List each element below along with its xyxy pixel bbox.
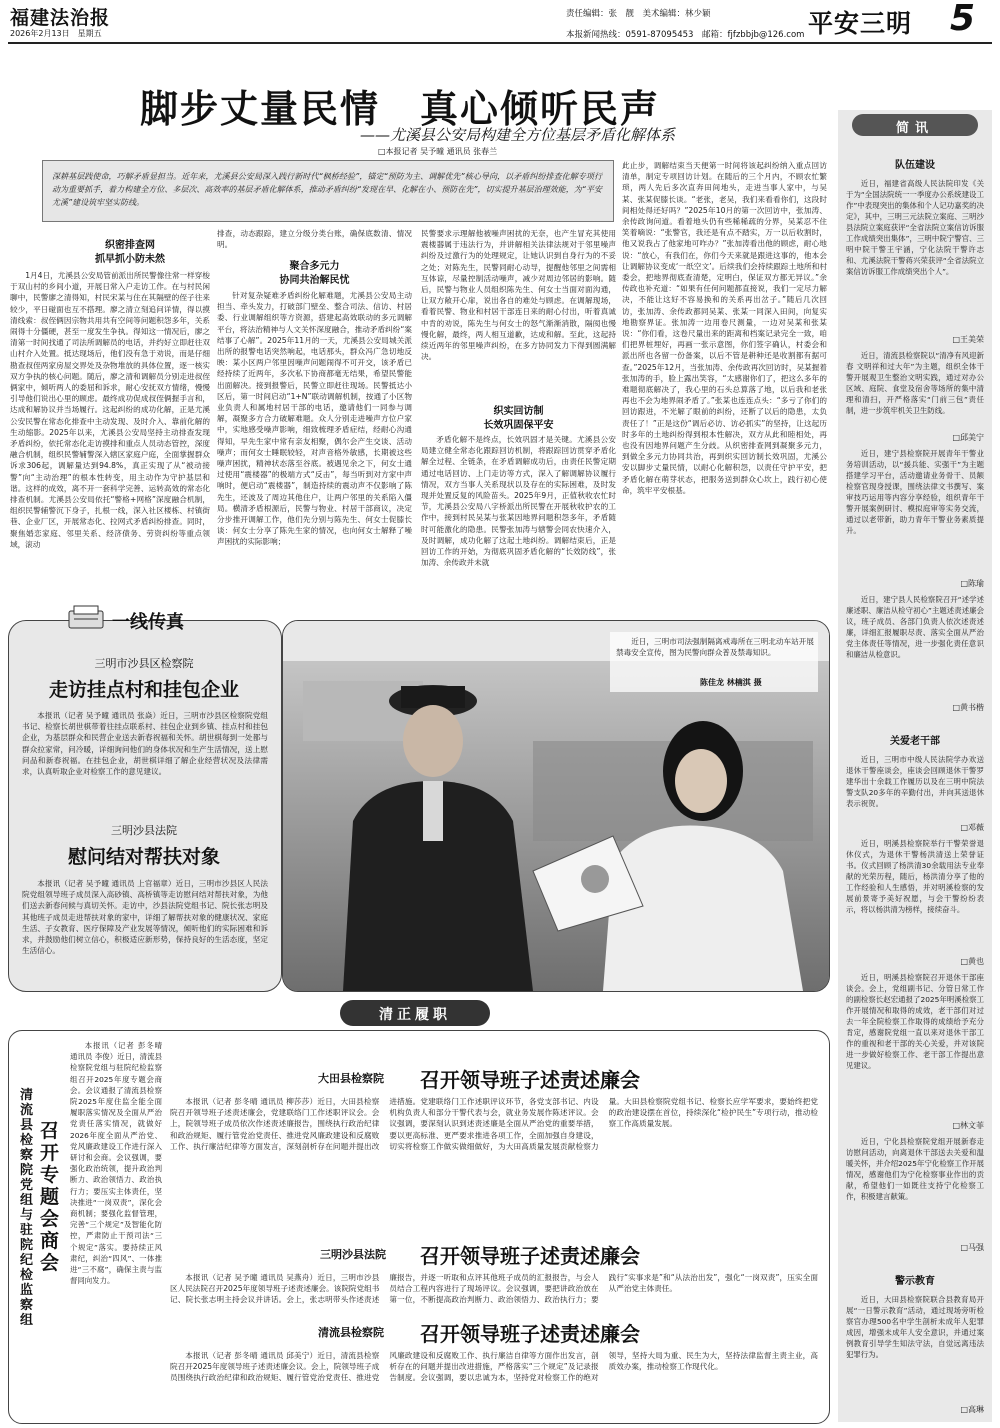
- sidebar-item: 近日，大田县检察院联合县教育局开展“一日警示教育”活动，通过现场旁听检察官办理500名中学生剖析未成年人犯罪成因，增强未成年人安全意识，并通过案例教育引导学生知法守法，自觉远离违法犯罪行为。: [846, 1295, 984, 1359]
- sidebar-author: □邓薇: [960, 823, 984, 832]
- sidebar-item: 近日，三明市中级人民法院学办欢送退休干警座谈会，座谈会回顾退休干警罗建华出十余载工作履历以及在三明中院法警支队20多年的辛勤付出，并向其送退休表示祝贺。: [846, 755, 984, 808]
- story2-kicker: 三明沙县法院: [111, 824, 177, 837]
- col2-top: 排查，动态跟踪，建立分级分类台账，确保底数清、情况明。: [217, 229, 412, 250]
- storyC-headline: 召开领导班子述责述廉会: [420, 1322, 640, 1346]
- sidebar-author: □马强: [960, 1243, 984, 1252]
- lead-subhead: ——尤溪县公安局构建全方位基层矛盾化解体系: [360, 126, 676, 144]
- sidebar-section-title-2: 关爱老干部: [890, 736, 940, 747]
- story1-headline: 走访挂点村和挂包企业: [48, 679, 239, 701]
- col2-subtitle-2: 协同共治解民忧: [279, 275, 350, 286]
- storyA-body: 本报讯（记者 彭冬晴 通讯员 柳莎莎）近日，大田县检察院召开领导班子述责述廉会，党建联络门工作述职评议会。会上，院领导班子成员依次作述责述廉报告，围绕执行政治纪律和政治规矩、履行管党治党责任、推进党风廉政建设和反腐败工作、执行廉洁纪律等方面发言，深刻剖析存在问题并提出改进措施。党建联络门工作述职评议环节，各党支部书记、内设机构负责人和部分干警代表与会，就业务发展作陈述评议。会议强调，要深刻认识到述责述廉是全面从严治党的重要举措，要以更高标准、更严要求推进各项工作，全面加强自身建设，切实将检察工作做实做细做好，为大田高质量发展贡献检察力量。大田县检察院党组书记、检察长应学军要求，要始终把党的政治建设摆在首位，持续深化“检护民生”专项行动，推动检察工作高质量发展。: [170, 1097, 818, 1151]
- col3-body: 民警要求示理解他被噪声困扰的无奈，也产生冒充其使用震楼器属于违法行为，并讲解相关法律法规对于邻里噪声纠纷及过激行为的处理规定，让她认识到自身行为的不妥之处；对陈先生，民警同耐心动导，提醒他邻里之间需相互体谅，尽量控制活动噪声，减少对周边邻居的影响。随后，民警与物业人员组织陈先生、何女士当面对面沟通，让双方敞开心扉，说出各自的难处与顾虑。在调解现场，看着民警、物业和村居干部连日来的耐心付出，听着真诚中肯的劝说，陈先生与何女士的怒气渐渐消散，隔阂也慢慢化解，最终，两人相互道歉，达成和解。至此，这起持续近两年的邻里噪声纠纷，在多方协同发力下得到圆满解决。: [421, 229, 616, 362]
- col1-subtitle-2: 抓早抓小防未然: [95, 254, 165, 265]
- storyB-body: 本报讯（记者 吴予曈 通讯员 吴燕舟）近日，三明市沙县区人民法院召开2025年度领导班子述责述廉会。该院院党组书记、院长张志明主持会议并讲话。会上，张志明带头作述责述廉报告，并逐一听取和点评其他班子成员的汇报报告，与会人员结合工程内容进行了现场评议。会议强调，要把讲政治放在第一位，不断提高政治判断力、政治领悟力、政治执行力；要践行“实事求是”和“从法治出发”，强化“一岗双责”，压实全面从严治党主体责任。: [170, 1273, 818, 1305]
- sidebar-item: 近日，建宁县人民检察院召开“述学述廉述职、廉洁从检守初心”主题述责述廉会议，班子成员、各部门负责人依次述责述廉，详细汇报履职尽责、落实全面从严治党主体责任等情况，进一步强化责任意识和廉洁从检意识。: [846, 595, 984, 659]
- story2-body: 本报讯（记者 吴予曈 通讯员 上官福章）近日，三明市沙县区人民法院党组领导班子成员深入高砂镇、高桥镇等走访慰问结对帮扶对象，为他们送去新春问候与真切关怀。走访中，沙县法院党组书记、院长张志明及其他班子成员走进帮扶对象的家中，详细了解帮扶对象的健康状况、家庭生活、子女教育、医疗保障及产业发展等情况，倾听他们的实际困难和诉求，并鼓励他们树立信心，积极适应新形势，保持良好的生活态度，坚定生活信心。: [22, 879, 268, 956]
- left-headline-a: 清流县检察院党组与驻院纪检监察组: [20, 1088, 34, 1328]
- sidebar-item: 近日，福建省高级人民法院印发《关于为“全国法院统一一季度办公系统建设工作”中表现突出的集体和个人记功嘉奖的决定》，其中，三明三元法院立案庭、三明沙县法院立案庭获评“全省法院立案信访诉服工作成绩突出集体”，三明中院宁警官、三明中院干警王宇涵，宁化法院干警许志和、尤溪法院干警蒋兴荣获评“全省法院立案信访诉服工作成绩突出个人”。: [846, 179, 984, 276]
- sidebar-item: 近日，宁化县检察院党组开展新春走访慰问活动，向离退休干部送去关爱和温暖关怀，并介绍2025年宁化检察工作开展情况，感谢他们为宁化检察事业作出的贡献，希望他们一如既往支持宁化检察工作，积极建言献策。: [846, 1137, 984, 1201]
- sidebar-author: □陈瑜: [960, 579, 984, 588]
- col3-subtitle-1: 织实回访制: [493, 406, 544, 417]
- sidebar-header: 简讯: [895, 121, 934, 136]
- page-number: 5: [950, 0, 976, 39]
- storyA-headline: 召开领导班子述责述廉会: [420, 1068, 640, 1092]
- col3-body-2: 矛盾化解不是终点，长效巩固才是关键。尤溪县公安局建立健全常态化跟踪回访机制，将跟踪回访贯穿矛盾化解全过程、全链条，在矛盾调解成功后，由责任民警定期通过电话回访、上门走访等方式，深入了解调解协议履行情况，双方当事人关系现状以及存在的实际困难，及时发现并处置反复的风险苗头。2025年9月，正值秋收农忙时节，尤溪县公安局八字桥派出所民警在开展秋收护农的工作中，接到村民吴某与张某因地界问题积怨多年，矛盾随时可能激化的隐患。民警张加涛与辖警会同农快速介入，及时调解，成功化解了这起土地纠纷。调解结束后，正是回访工作的开始，为彻底巩固矛盾化解的“长效防线”，张加涛、余传政并未就: [421, 435, 616, 568]
- masthead: [0, 0, 1000, 42]
- col4-body: 此止步，调解结束当天便第一时间将该起纠纷纳入重点回访清单，制定专项回访计划。在随后的三个月内，不顾农忙繁琐，两人先后多次直奔田间地头，走进当事人家中，与吴某、张某促膝长谈。“老张，老吴，我们来看看你们，这段时间相处得还好吗？”2025年10月的第一次回访中，张加涛、余传政询问道。看着地头仍有些稀稀疏的分界，吴某忍不住笑着嘀说：“张警官，我还是有点不踏实，万一以后收割时，他又说我占了他家地可咋办？”张加涛看出他的顾虑，耐心地说：“放心，有我们在，你们今天来就是跟进这事的，他本会让调解协议变成‘一纸空文’。后续我们会持续跟踪土地所和村委会，把地界彻底查清楚，定明白，保证双方都无异议。”余传政也补充道：“如果有任何问题都直接说，我们一定尽力解决，不能让这好不容易换和的关系再出岔子。”随后几次回访，张加涛、余传政都同吴某、张某一同深入田间，向复实地勘察界证。张加涛一边用卷尺测量，一边对吴某和张某说：“你们看，这卷尺量出来的距离和档案记录完全一致，咱们把界桩埋好，再画一张示意图，你们签字确认，村委会和派出所也各留一份备案，以后不管是耕种还是收割都有据可查。”2025年12月，当张加涛、余传政再次回访时，吴某握着张加涛的手，脸上露出笑容，“太感谢你们了，把这么多年的难题彻底解决了，我心里的石头总算落了地，以后我和老张再也不会为地界闹矛盾了。”张某也连连点头：“多亏了你们的回访跟进，不光解了眼前的纠纷，还断了以后的隐患，太负责任了！”正是这份“调后必访、访必抓实”的坚持，让这起历时多年的土地纠纷得到根本性解决，双方从此和睦相处，再也没有因地界问题产生分歧。从织密排查网到凝聚多元力，到做全多元力协同共治，再到织实回访制长效巩固，尤溪公安以脚步丈量民情，以耐心化解积怨，以责任守护平安，把矛盾化解在萌芽状态，把服务送到群众心坎上，践行初心使命，筑牢平安根基。: [622, 161, 827, 495]
- lead-intro: 深耕基层践使命，巧解矛盾显担当。近年来，尤溪县公安局深入践行新时代“枫桥经验”，锚定“预防为主、调解优先”核心导向，以矛盾纠纷排查化解专项行动为重要抓手，着力构建全方位、多层次、高效率的基层矛盾化解体系，推动矛盾纠纷“发现在早、化解在小、预防在先”，切实提升基层治理效能，为“平安尤溪”建设筑牢坚实防线。: [52, 172, 602, 207]
- sidebar-section-title-3: 警示教育: [895, 1276, 935, 1287]
- frontline-label: 一线传真: [112, 612, 184, 633]
- col2-subtitle-1: 聚合多元力: [289, 261, 340, 272]
- storyB-kicker: 三明沙县法院: [320, 1248, 386, 1261]
- story1-body: 本报讯（记者 吴予曈 通讯员 张焱）近日，三明市沙县区检察院党组书记、检察长胡世棋带着往挂点联系村、挂包企业到乡镇、挂点村和挂包企业，为基层群众和民营企业送去新春祝福和关怀。胡世棋每到一处都与群众拉家常，问冷暖，详细询问他们的身体状况和生产生活情况，送上慰问品和新春祝福。在挂包企业，胡世棋详细了解企业经营状况及法律需求，认真听取企业对检察工作的意见建议。: [22, 711, 268, 777]
- paper-logo: 福建法治报: [10, 7, 111, 29]
- sidebar-item: 近日，清流县检察院以“清净有风迎新春 文明祥和过大年”为主题，组织全体干警开展观卫生整治文明实践，通过对办公区域、庭院、食堂及宿舍等场所的集中清理和清扫，开严格落实“门前三包”责任制，进一步筑牢机关卫生防线。: [846, 351, 984, 415]
- sidebar-item: 近日，建宁县检察院开展青年干警业务培训活动，以“援兵能、实强干”为主题搭建学习平台，活动邀请业务骨干、员额检察官现身授课，围绕法律文书撰写、案审技巧运用等内容分享经验，组织青年干警开展案例研讨、模拟庭审等实务交流，通过以老带新，助力青年干警业务素质提升。: [846, 449, 984, 535]
- storyA-kicker: 大田县检察院: [318, 1072, 384, 1085]
- lead-headline: 脚步丈量民情 真心倾听民声: [140, 87, 661, 131]
- sidebar-author: □高琳: [960, 1405, 984, 1414]
- sidebar-author: □邱美宁: [952, 433, 984, 442]
- editors: 责任编辑：张 靓 美术编辑：林少颖: [566, 9, 711, 19]
- left-headline-b: 召开专题会商会: [40, 1120, 60, 1274]
- masthead-rule: [8, 42, 992, 44]
- sidebar-author: □王美荣: [952, 335, 984, 344]
- sidebar-author: □林文菲: [952, 1121, 984, 1130]
- issue-date: 2026年2月13日 星期五: [10, 29, 102, 38]
- col1-body: 1月4日，尤溪县公安局管前派出所民警像往常一样穿梭于双山村的乡间小道，开展日常入户走访工作。在与村民闲聊中，民警廖之清得知，村民宋某与住在其隔壁的侄子往来较少，平日碰面也互不搭理。廖之清立刻追问详情，得以摸清线索：叔侄俩因宗物共用共有空间等问题积怨多年，关系闹得十分僵硬，甚至一度发生争执。得知这一情况后，廖之清第一时间找通了司法所调解员的电话，并约好立即赶往双山村介入处置。抵达现场后，他们没有急于劝说，而是仔细勘查叔侄两家房屋交界处及杂物堆放的具体位置，逐一核实双方争执的核心问题。随后，廖之清和调解员分别走进叔侄俩家中，倾听两人的委屈和诉求，耐心安抚双方情绪，慢慢引导他们说出心里的顾虑。最终成功促成叔侄俩握手言和，达成和解协议并当场履行。这起纠纷的成功化解，正是尤溪公安民警在常态化排查中主动发现、及时介入、靠前化解的生动缩影。2025年以来，尤溪县公安局坚持主动排查发现矛盾纠纷，依托常态化走访摸排和重点人员动态管控，深度融合机制，组织民警辅警深入辖区家庭户庭，全面掌握群众诉求306起，调解量达到94.8%，真正实现了从“被动接警”向“主动治理”的根本性转变，用主动作为守护基层和谐。这样的成效，离不开一套科学完善、运转高效的常态化排查机制。尤溪县公安局依托“警格+网格”深度融合机制，组织民警辅警沉下身子，扎根一线，深入社区楼栋、村镇街巷、企业厂区，开展常态化、拉网式矛盾纠纷排查。同时，聚焦婚恋家庭、邻里关系、经济债务、劳资纠纷等重点领域，滚动: [10, 271, 210, 549]
- section-name: 平安三明: [808, 9, 913, 38]
- photo-credit: 陈佳龙 林楠淇 摄: [700, 678, 762, 687]
- left-body: 本报讯（记者 彭冬晴 通讯员 李俊）近日，清流县检察院党组与驻院纪检监察组召开2025年度专题会商会。会议通报了清流县检察院2025年度住监全能全面履职落实情况及全面从严治党责任落实情况，就做好2026年度全面从严治党、党风廉政建设工作进行深入研讨和会商。会议强调，要强化政治统领，提升政治判断力、政治领悟力、政治执行力；要压实主体责任，坚决推进“一岗双责”，深化会商机制；要强化监督管理，完善“三个规定”及智能化防控，严肃防止干预司法“三个规定”落实。要持续正风肃纪，纠治“四风”、一体推进“三不腐”，确保主责与监督同向发力。: [70, 1041, 162, 1286]
- sidebar-author: □黄书楷: [952, 703, 984, 712]
- sidebar-author: □黄也: [960, 957, 984, 966]
- lead-byline: □本报记者 吴予曈 通讯员 张春兰: [378, 147, 498, 156]
- storyB-headline: 召开领导班子述责述廉会: [420, 1244, 640, 1268]
- sidebar-item: 近日，明溪县检察院举行干警荣誉退休仪式，为退休干警杨洪清送上荣誉证书。仪式回顾了杨洪清30余载用法专业奉献的光荣历程，随后，杨洪清分享了他的工作经验和人生感悟，并对明溪检察的发展前景寄予美好祝愿，与会干警纷纷表示，将以杨洪清为榜样，接续奋斗。: [846, 839, 984, 914]
- sidebar-section-title-1: 队伍建设: [895, 160, 935, 171]
- storyC-kicker: 清流县检察院: [318, 1326, 384, 1339]
- col1-subtitle-1: 织密排查网: [105, 240, 155, 251]
- story2-headline: 慰问结对帮扶对象: [67, 846, 220, 868]
- sidebar-item: 近日，明溪县检察院召开退休干部座谈会。会上，党组副书记、分管日常工作的副检察长赵宏通报了2025年明溪检察工作开展情况和取得的成效，老干部们对过去一年全院检察工作取得的成绩给予充分肯定，感谢院党组一直以来对退休干部工作的重视和老干部的关心关爱，并对该院进一步做好检察工作、老干部工作提出意见建议。: [846, 973, 984, 1070]
- story1-kicker: 三明市沙县区检察院: [94, 657, 194, 670]
- hotline: 本报新闻热线：0591-87095453 邮箱：fjfzbbjb@126.com: [566, 30, 805, 40]
- photo-caption: 近日，三明市司法强制隔离戒毒所在三明北动车站开展禁毒安全宣传，图为民警向群众普及禁毒知识。: [616, 637, 814, 658]
- storyC-body: 本报讯（记者 彭冬晴 通讯员 邱美宁）近日，清流县检察院召开2025年度领导班子述责述廉会议。会上，院领导班子成员围绕执行政治纪律和政治规矩、履行管党治党责任、推进党风廉政建设和反腐败工作、执行廉洁自律等方面作出发言，剖析存在的问题并提出改进措施，严格落实“三个规定”及记录报告制度。会议强调，要以忠诚为本，坚持党对检察工作的绝对领导，坚持大局为重、民生为大，坚持法律监督主责主业，高质效办案，推动检察工作现代化。: [170, 1351, 818, 1383]
- col2-body: 针对复杂疑难矛盾纠纷化解难题，尤溪县公安局主动担当、牵头发力，打破部门壁垒、整合司法、信访、村居委、行业调解组织等方资源，搭建起高效联动的多元调解平台，将法治精神与人文关怀深度融合，推动矛盾纠纷“案结事了心解”。2025年11月的一天，尤溪县公安局城关派出所的报警电话突然响起，电话那头，群众冯广急切地反映：某小区两户邻里因噪声问题闹得不可开交，该矛盾已经持续了近两年，多次私下协商都毫无结果，希望民警能出面解决。接到报警后，民警立即赶往现场。民警抵达小区后，第一时间启动“1+N”联动调解机制，按通了小区物业负责人和属地村居干部的电话，邀请他们一同参与调解，凝聚多方合力破解难题。众人分别走进噪声方位户家中，实地感受噪声影响，细致梳理矛盾症结，经耐心沟通得知，早先生家中常有亲友相聚，偶尔会产生交谈、活动噪声；而何女士睡眠较轻，对声音格外敏感，长期被这些噪声困扰，精神状态落至谷底。被遇见余之下，何女士通过使用“震楼器”的极端方式“反击”，每当听到对方家中声响时，便启动“震楼器”，制造持续的震动声不仅影响了陈先生，还波及了周边其他住户，让两户邻里的关系陷入僵局。横清矛盾根源后，民警与物业、村居干部商议，决定分步推开调解工作，他们先分别与陈先生、何女士促膝长谈：何女士分享了陈先生家的情况，也向何女士解释了噪声困扰的实际影响；: [217, 291, 412, 547]
- col3-subtitle-2: 长效巩固保平安: [483, 420, 554, 431]
- clean-gov-label: 清正履职: [379, 1007, 451, 1023]
- fax-icon: [68, 605, 104, 629]
